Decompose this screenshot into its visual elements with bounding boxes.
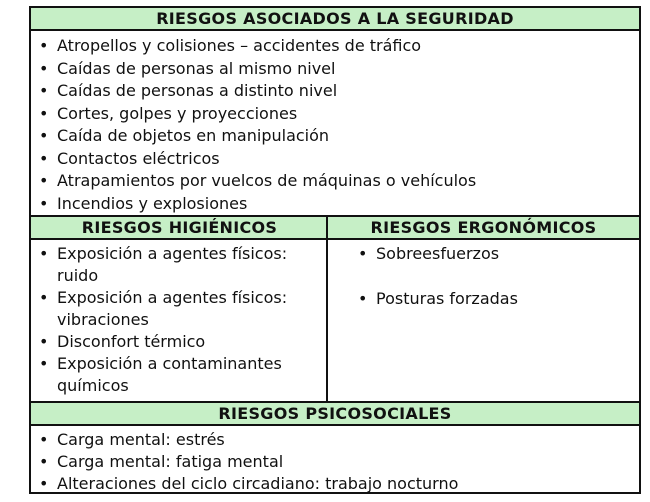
- list-item: • Cortes, golpes y proyecciones: [37, 103, 633, 126]
- list-item: • Alteraciones del ciclo circadiano: trabajo nocturno: [37, 473, 633, 495]
- header-psicosociales-text: RIESGOS PSICOSOCIALES: [218, 404, 452, 423]
- list-item: • Posturas forzadas: [356, 288, 626, 310]
- list-item: • Caídas de personas a distinto nivel: [37, 80, 633, 103]
- list-item: • Contactos eléctricos: [37, 148, 633, 171]
- header-seguridad-text: RIESGOS ASOCIADOS A LA SEGURIDAD: [156, 9, 514, 28]
- list-item: • Exposición a contaminantes químicos: [37, 353, 317, 397]
- list-item: • Caídas de personas al mismo nivel: [37, 58, 633, 81]
- list-item: • Atrapamientos por vuelcos de máquinas o vehículos: [37, 170, 633, 193]
- column-divider: [326, 215, 328, 401]
- list-ergonomicos: [356, 243, 626, 310]
- header-psicosociales: [31, 401, 639, 426]
- list-higienicos: [37, 243, 317, 397]
- header-higienicos: [31, 215, 328, 240]
- list-item: • Sobreesfuerzos: [356, 243, 626, 265]
- list-item: • Exposición a agentes físicos: ruido: [37, 243, 317, 287]
- list-item: • Atropellos y colisiones – accidentes de tráfico: [37, 35, 633, 58]
- risk-table: [29, 6, 641, 494]
- header-ergonomicos-text: RIESGOS ERGONÓMICOS: [370, 218, 597, 237]
- list-item: • Carga mental: fatiga mental: [37, 451, 633, 473]
- list-seguridad: [37, 35, 633, 215]
- header-higienicos-text: RIESGOS HIGIÉNICOS: [81, 218, 278, 237]
- list-item: • Exposición a agentes físicos: vibraciones: [37, 287, 317, 331]
- list-item: • Caída de objetos en manipulación: [37, 125, 633, 148]
- list-psicosociales: [37, 429, 633, 495]
- list-item: • Disconfort térmico: [37, 331, 317, 353]
- list-item: • Incendios y explosiones: [37, 193, 633, 216]
- header-ergonomicos: [328, 215, 639, 240]
- header-seguridad: [31, 8, 639, 31]
- list-item: • Carga mental: estrés: [37, 429, 633, 451]
